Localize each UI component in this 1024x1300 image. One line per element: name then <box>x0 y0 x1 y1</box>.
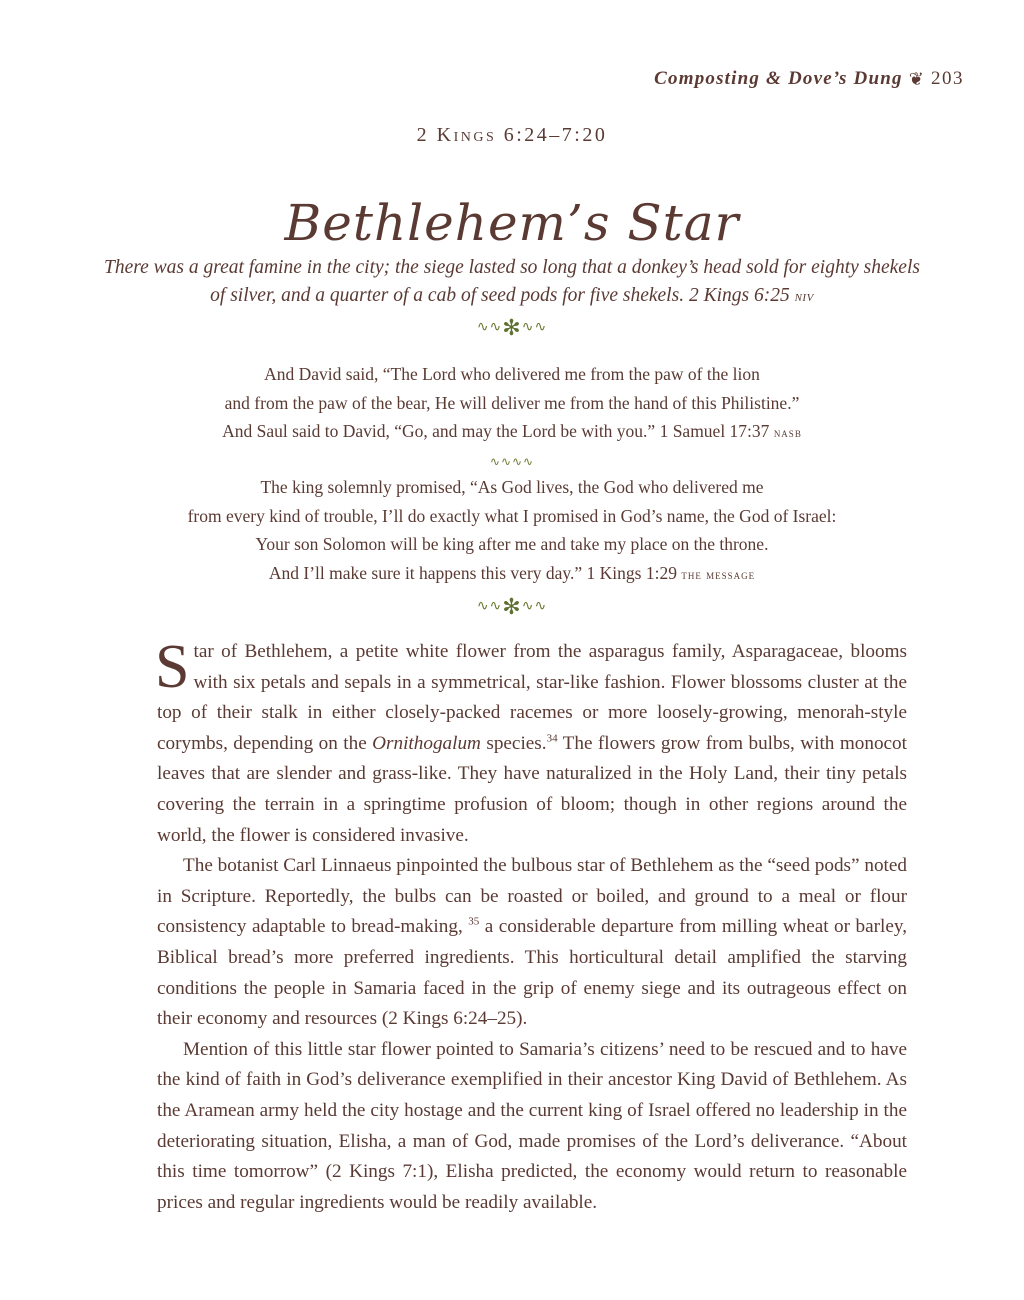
leaf-sprig-icon: ❦ <box>908 68 925 89</box>
running-head-title: Composting & Dove’s Dung <box>654 68 903 89</box>
swirl-icon: ∿∿ <box>489 454 512 469</box>
verse-quote-kings <box>100 473 924 589</box>
verse-line: and from the paw of the bear, He will deliver me from the hand of this Philistine.” <box>224 392 800 413</box>
page-number: 203 <box>931 68 964 89</box>
footnote-ref[interactable]: 35 <box>468 915 480 928</box>
verse-line: And David said, “The Lord who delivered me from the paw of the lion <box>264 364 760 384</box>
paragraph-2: The botanist Carl Linnaeus pinpointed the bulbous star of Bethlehem as the “seed pods” noted in Scripture. Reportedly, the bulbs can be roasted or boiled, and ground to a meal or flour consistency adaptable to bread-making, $^{35}$ a considerable departure from milling wheat or barley, Biblical bread’s more preferred ingredients. This horticultural detail amplified the starving conditions the people in Samaria faced in the grip of enemy siege and its outrageous effect on their economy and resources (2 Kings 6:24–25). <box>157 855 908 1030</box>
verse-line: And Saul said to David, “Go, and may the Lord be with you.” 1 Samuel 17:37 nasb <box>222 421 802 441</box>
swirl-icon: ∿∿ <box>521 320 548 335</box>
paragraph-1: Star of Bethlehem, a petite white flower from the asparagus family, Asparagaceae, blooms with six petals and sepals in a symmetrical, star-like fashion. Flower blossoms cluster at the top of their stalk in either closely-packed racemes or more loosely-growing, menorah-style corymbs, depending on the Ornithogalum species.$^{34}$ The flowers grow from bulbs, with monocot leaves that are slender and grass-like. They have naturalized in the Holy Land, their tiny petals covering the terrain in a springtime profusion of bloom; though in other regions around the world, the flower is considered invasive. <box>155 633 907 846</box>
swirl-icon: ∿∿ <box>476 320 503 335</box>
flower-divider-1 <box>0 315 1024 340</box>
flower-icon: ✻ <box>502 315 522 340</box>
verse-quote-samuel <box>100 360 924 448</box>
swirl-icon: ∿∿ <box>521 599 548 614</box>
verse-line: Your son Solomon will be king after me and take my place on the throne. <box>255 534 769 554</box>
verse-version: nasb <box>773 425 802 440</box>
paragraph-3: Mention of this little star flower pointed to Samaria’s citizens’ need to be rescued and to have the kind of faith in God’s deliverance exemplified in their ancestor King David of Bethlehem. As the Aramean army held the city hostage and the current king of Israel offered no leadership in the deteriorating situation, Elisha, a man of God, made promises of the Lord’s deliverance. “About this time tomorrow” (2 Kings 7:1), Elisha predicted, the economy would return to reasonable prices and regular ingredients would be readily available. <box>157 1038 907 1213</box>
verse-version: the message <box>681 566 756 582</box>
swirl-divider <box>0 450 1024 471</box>
species-name: Ornithogalum <box>372 732 481 754</box>
verse-line: And I’ll make sure it happens this very day.” 1 Kings 1:29 the message <box>268 562 756 583</box>
epigraph-version: niv <box>794 288 814 305</box>
footnote-ref[interactable]: 34 <box>546 732 558 745</box>
flower-divider-2 <box>0 594 1024 619</box>
swirl-icon: ∿∿ <box>476 599 503 614</box>
epigraph <box>100 254 924 311</box>
running-head <box>654 68 964 90</box>
body-text <box>155 633 908 1218</box>
epigraph-text: There was a great famine in the city; the siege lasted so long that a donkey’s head sold for eighty shekels of silver, and a quarter of a cab of seed pods for five shekels. 2 Kings 6:25 <box>104 257 920 306</box>
drop-cap: S <box>155 633 190 701</box>
swirl-icon: ∿∿ <box>512 454 535 469</box>
chapter-reference: 2 Kings 6:24–7:20 <box>416 124 608 146</box>
flower-icon: ✻ <box>502 594 522 619</box>
verse-line: The king solemnly promised, “As God lives, the God who delivered me <box>260 477 764 497</box>
chapter-title: Bethlehem’s Star <box>284 193 740 252</box>
verse-line: from every kind of trouble, I’ll do exactly what I promised in God’s name, the God of Israel: <box>187 505 837 526</box>
